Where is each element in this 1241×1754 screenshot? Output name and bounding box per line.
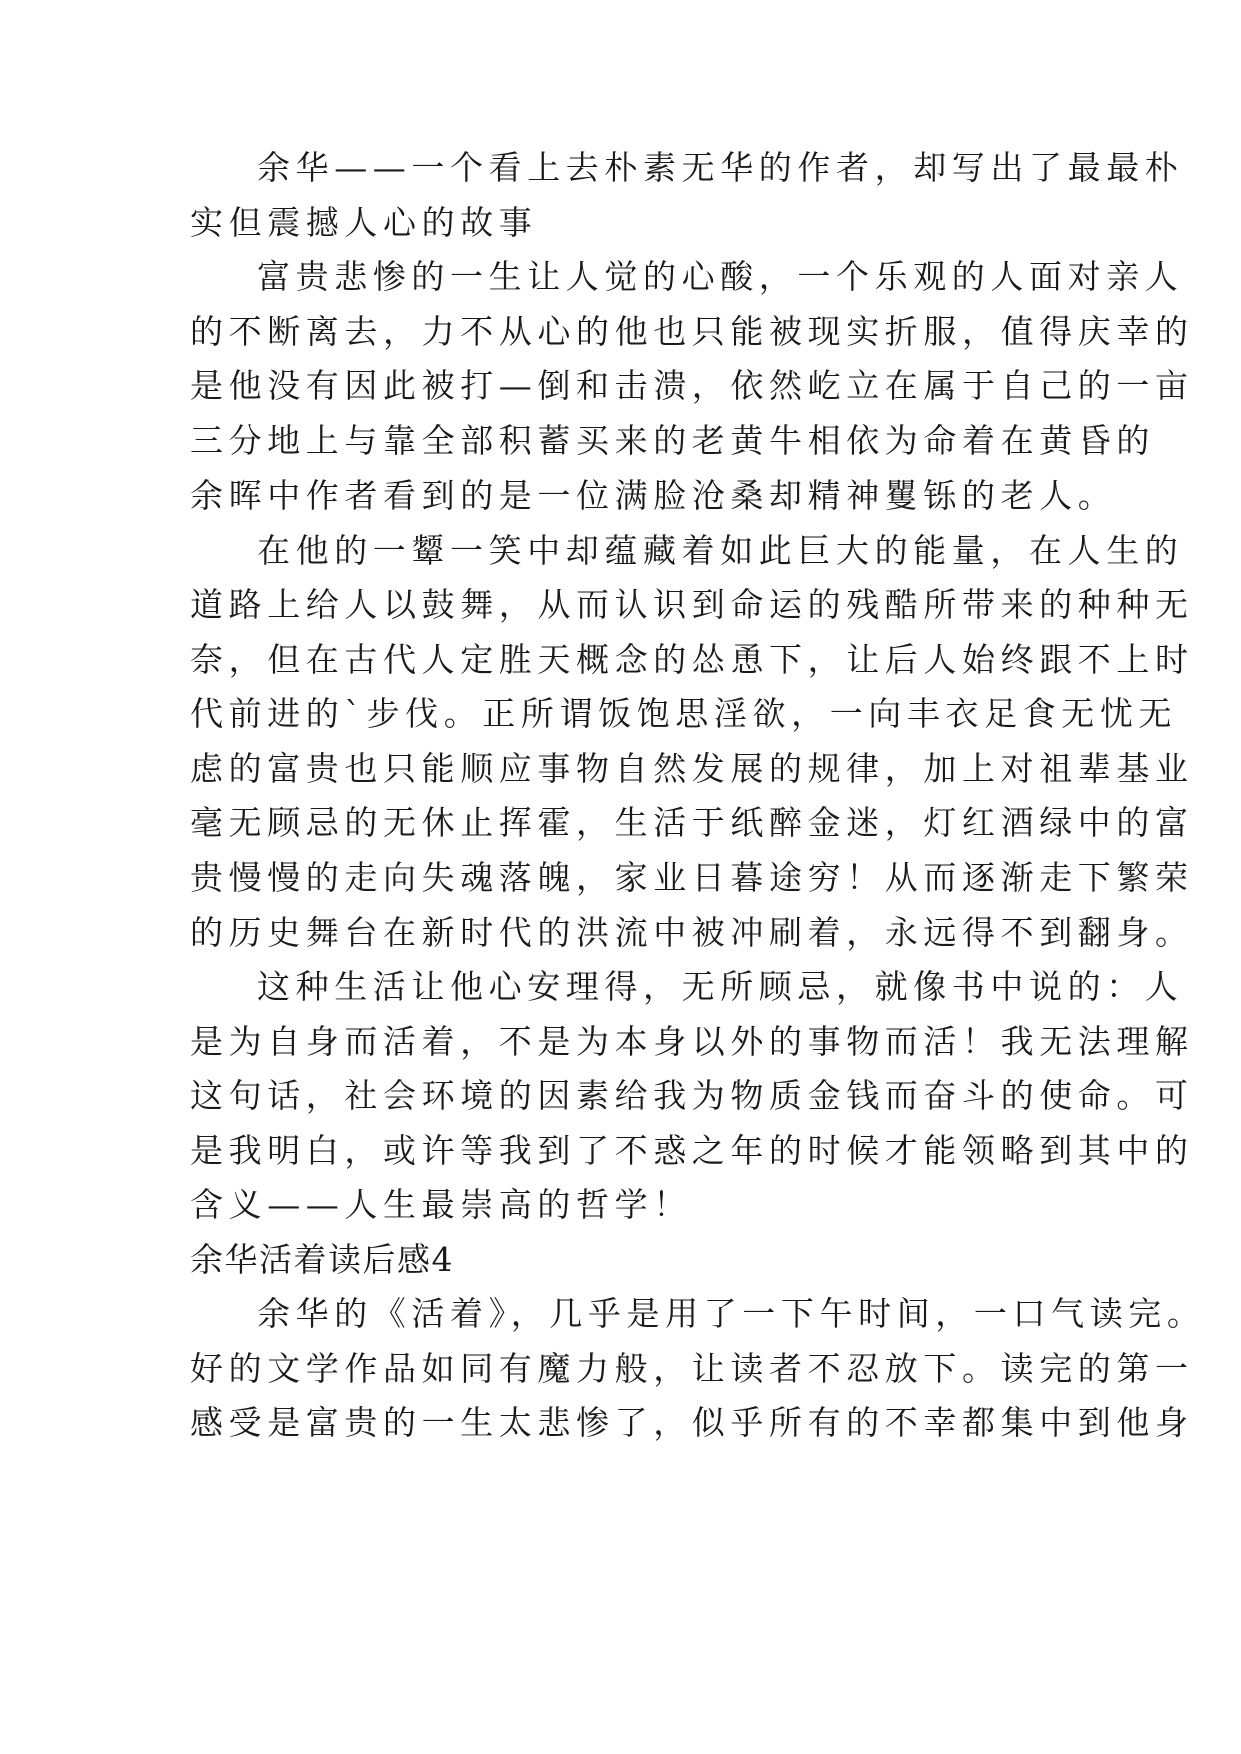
paragraph-line: 代前进的`步伐。正所谓饭饱思淫欲，一向丰衣足食无忧无 [190, 694, 1178, 733]
paragraph-line: 这句话，社会环境的因素给我为物质金钱而奋斗的使命。可 [190, 1076, 1194, 1115]
paragraph-line: 余华的《活着》，几乎是用了一下午时间，一口气读完。 [257, 1294, 1206, 1333]
paragraph-line: 感受是富贵的一生太悲惨了，似乎所有的不幸都集中到他身 [190, 1403, 1194, 1442]
paragraph-line: 是为自身而活着，不是为本身以外的事物而活！我无法理解 [190, 1022, 1194, 1061]
paragraph-line: 余晖中作者看到的是一位满脸沧桑却精神矍铄的老人。 [190, 476, 1117, 515]
section-heading: 余华活着读后感4 [190, 1240, 454, 1279]
paragraph-line: 富贵悲惨的一生让人觉的心酸，一个乐观的人面对亲人 [257, 257, 1184, 296]
paragraph-line: 这种生活让他心安理得，无所顾忌，就像书中说的：人 [257, 967, 1184, 1006]
paragraph-line: 含义——人生最崇高的哲学！ [190, 1185, 692, 1224]
paragraph-line: 是他没有因此被打—倒和击溃，依然屹立在属于自己的一亩 [190, 366, 1194, 405]
paragraph-line: 毫无顾忌的无休止挥霍，生活于纸醉金迷，灯红酒绿中的富 [190, 803, 1194, 842]
paragraph-line: 奈，但在古代人定胜天概念的怂恿下，让后人始终跟不上时 [190, 640, 1194, 679]
paragraph-line: 贵慢慢的走向失魂落魄，家业日暮途穷！从而逐渐走下繁荣 [190, 858, 1194, 897]
paragraph-line: 的不断离去，力不从心的他也只能被现实折服，值得庆幸的 [190, 312, 1194, 351]
paragraph-line: 三分地上与靠全部积蓄买来的老黄牛相依为命着在黄昏的 [190, 421, 1155, 460]
paragraph-line: 好的文学作品如同有魔力般，让读者不忍放下。读完的第一 [190, 1349, 1194, 1388]
paragraph-line: 道路上给人以鼓舞，从而认识到命运的残酷所带来的种种无 [190, 585, 1194, 624]
paragraph-line: 是我明白，或许等我到了不惑之年的时候才能领略到其中的 [190, 1131, 1194, 1170]
paragraph-line: 的历史舞台在新时代的洪流中被冲刷着，永远得不到翻身。 [190, 913, 1194, 952]
paragraph-line: 余华——一个看上去朴素无华的作者，却写出了最最朴 [257, 148, 1184, 187]
paragraph-line: 虑的富贵也只能顺应事物自然发展的规律，加上对祖辈基业 [190, 749, 1194, 788]
paragraph-line: 在他的一颦一笑中却蕴藏着如此巨大的能量，在人生的 [257, 531, 1184, 570]
paragraph-line: 实但震撼人心的故事 [190, 203, 538, 242]
